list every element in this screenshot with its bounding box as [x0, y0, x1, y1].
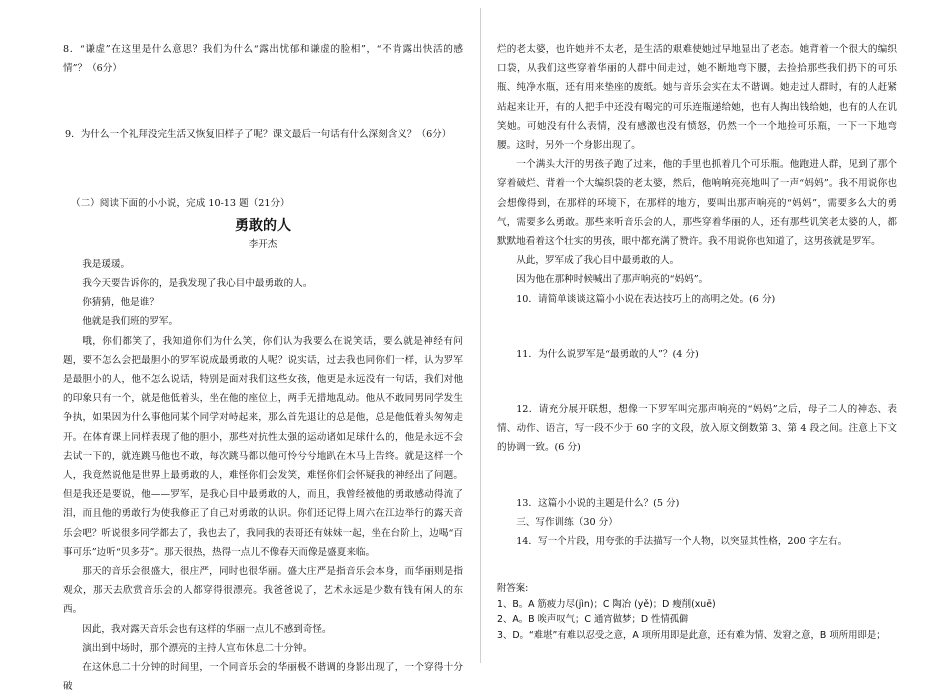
- question-11: 11．为什么说罗军是“最勇敢的人”？(4 分): [516, 348, 699, 360]
- story-title: 勇敢的人: [235, 217, 291, 234]
- story-paragraph: 他就是我们班的罗军。: [82, 316, 179, 328]
- story-author: 李开杰: [248, 238, 278, 250]
- story-paragraph: 一个满头大汗的男孩子跑了过来，他的手里也抓着几个可乐瓶。他跑进人群，见到了那个穿着破烂、背着一个大编织袋的老太婆，然后，他响响亮亮地叫了一声“妈妈”。我不用说你也会想像得到，在那样的环境下，在那样的地方，要叫出那声响亮的“妈妈”，需要多么大的勇气，需要多么勇敢。那些来听音乐会的人，那些穿着华丽的人，还有那些讥笑老太婆的人，都默默地看着这个壮实的男孩，眼中都充满了赞许。我不用说你也知道了，这男孩就是罗军。: [497, 159, 897, 248]
- question-14: 14．写一个片段，用夸张的手法描写一个人物，以突显其性格，200 字左右。: [516, 536, 848, 548]
- story-paragraph: 因为他在那种时候喊出了那声响亮的“妈妈”。: [516, 274, 709, 286]
- section-2-heading: （二）阅读下面的小小说，完成 10-13 题（21分）: [71, 197, 290, 209]
- answer-line: 3、D。“难堪”有难以忍受之意，A 项所用即是此意，还有难为情、发窘之意，B 项所用即是；: [497, 629, 886, 641]
- question-10: 10．请简单谈谈这篇小小说在表达技巧上的高明之处。(6 分): [516, 293, 776, 305]
- story-paragraph: 演出到中场时，那个漂亮的主持人宣布休息二十分钟。: [82, 642, 313, 654]
- answers-heading: 附答案:: [497, 583, 529, 595]
- story-paragraph: 在这休息二十分钟的时间里，一个同音乐会的华丽极不谐调的身影出现了，一个穿得十分破: [63, 662, 463, 693]
- story-paragraph: 从此，罗军成了我心目中最勇敢的人。: [516, 255, 680, 267]
- section-3-heading: 三、写作训练（30 分）: [516, 516, 618, 528]
- story-paragraph: 哦，你们都笑了，我知道你们为什么笑，你们认为我要么在说笑话，要么就是神经有问题，要不怎么会把最胆小的罗军说成最勇敢的人呢？说实话，过去我也同你们一样，认为罗军是最胆小的人，他不怎么说话，特别是面对我们这些女孩，他更是永远没有一句话，我们对他的印象只有一个，就是他低着头，坐在他的座位上，两手无措地乱动。他从不敢同男同学发生争执，如果因为什么事他同某个同学对峙起来，那么首先退让的总是他，总是他低着头匆匆走开。在体育课上同样表现了他的胆小，那些对抗性太强的运动诸如足球什么的，他是永远不会去试一下的，就连跳马他也不敢，每次跳马都以他可怜兮兮地趴在木马上告终。就是这样一个人，我竟然说他是世界上最勇敢的人，难怪你们会发笑，难怪你们会怀疑我的神经出了问题。但是我还是要说，他——罗军，是我心目中最勇敢的人，而且，我曾经被他的勇敢感动得流了泪，而且他的勇敢行为使我修正了自己对勇敢的认识。你们还记得上周六在江边举行的露天音乐会吧？听说很多同学都去了，我也去了，我同我的表哥还有妹妹一起，坐在台阶上，边喝“百事可乐”边听“贝多芬”。那天很热，热得一点儿不像春天而像是盛夏来临。: [63, 335, 463, 558]
- question-12: 12．请充分展开联想，想像一下罗军叫完那声响亮的“妈妈”之后，母子二人的神态、表情、动作、语言，写一段不少于 60 字的文段，放入原文倒数第 3、第 4 段之间。注意上下文的协调一致。(6 分): [497, 404, 897, 454]
- story-paragraph: 我今天要告诉你的，是我发现了我心目中最勇敢的人。: [82, 278, 313, 290]
- right-column: [497, 40, 897, 643]
- question-9: 9．为什么一个礼拜没完生活又恢复旧样子了呢？课文最后一句话有什么深刻含义？（6分）: [65, 129, 452, 141]
- answer-line: 1、B。A 筋疲力尽(jìn)；C 陶冶 (yě)；D 瘦削(xuē): [497, 598, 716, 610]
- answer-line: 2、A。B 唉声叹气；C 通宵做梦；D 性情孤僻: [497, 614, 689, 626]
- story-paragraph: 烂的老太婆，也许她并不太老，是生活的艰难使她过早地显出了老态。她背着一个很大的编织口袋，从我们这些穿着华丽的人群中间走过，她不断地弯下腰，去捡拾那些我们扔下的可乐瓶、纯净水瓶，还有用来垫座的废纸。她与音乐会实在太不谐调。她走过人群时，有的人赶紧站起来让开，有的人把手中还没有喝完的可乐连瓶递给她，也有人掏出钱给她，也有的人在讥笑她。可她没有什么表情，没有感激也没有愤怒，仍然一个一个地捡可乐瓶，一下一下地弯腰。这时，另外一个身影出现了。: [497, 44, 897, 152]
- story-paragraph: 因此，我对露天音乐会也有这样的华丽一点儿不感到奇怪。: [82, 623, 332, 635]
- question-13: 13．这篇小小说的主题是什么？(5 分): [516, 497, 680, 509]
- left-column: [63, 40, 463, 696]
- column-divider: [480, 8, 481, 663]
- story-paragraph: 那天的音乐会很盛大，很庄严，同时也很华丽。盛大庄严是指音乐会本身，而华丽则是指观众，那天去欣赏音乐会的人都穿得很漂亮。我爸爸说了，艺术永远是少数有钱有闲人的东西。: [63, 566, 463, 616]
- story-paragraph: 你猜猜，他是谁？: [82, 297, 159, 309]
- story-paragraph: 我是瑗瑗。: [82, 258, 131, 270]
- question-8: 8．“谦虚”在这里是什么意思？我们为什么“露出忧郁和谦虚的脸相”，“不肯露出快活的感情”？（6分）: [63, 44, 463, 75]
